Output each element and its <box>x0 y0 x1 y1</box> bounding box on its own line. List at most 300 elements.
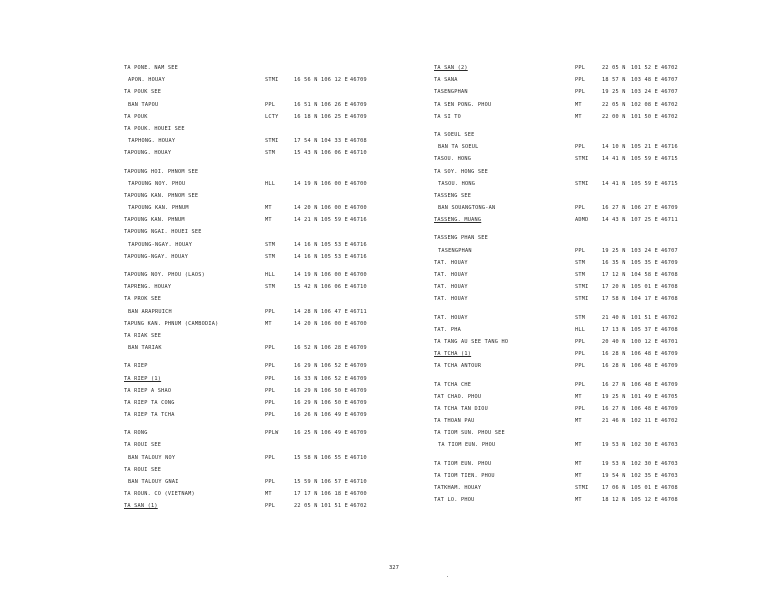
entry-ref: 46703 <box>661 442 678 449</box>
gazetteer-entry <box>434 415 696 427</box>
entry-lon: 105 59 E <box>321 217 348 224</box>
entry-ref: 46709 <box>350 113 367 120</box>
entry-ref: 46710 <box>350 150 367 157</box>
gazetteer-entry <box>124 111 374 123</box>
entry-lon: 106 57 E <box>321 479 348 485</box>
entry-lat: 14 21 N <box>294 217 318 224</box>
gazetteer-entry <box>124 226 374 238</box>
page-number: 327 <box>389 565 399 571</box>
entry-name: TA SI TO <box>434 113 461 120</box>
gazetteer-entry <box>124 409 374 421</box>
entry-code: STMI <box>265 138 279 145</box>
entry-lat: 14 41 N <box>602 180 626 187</box>
entry-code: PPL <box>575 381 586 388</box>
gazetteer-entry <box>124 500 374 512</box>
entry-code: PPL <box>265 345 276 352</box>
entry-lon: 106 52 E <box>321 375 348 382</box>
gazetteer-entry <box>124 342 374 354</box>
entry-lat: 21 46 N <box>602 418 626 425</box>
gazetteer-entry <box>434 379 696 391</box>
entry-name: TAPOUNG HOI. PHNOM SEE <box>124 168 199 175</box>
entry-lon: 106 12 E <box>321 77 348 84</box>
entry-ref: 46709 <box>661 205 678 212</box>
entry-lat: 16 56 N <box>294 77 318 84</box>
entry-name: TA TCHA CHE <box>434 381 472 388</box>
gazetteer-entry <box>124 318 374 330</box>
entry-lat: 17 13 N <box>602 326 626 333</box>
entry-code: MT <box>575 393 582 400</box>
entry-code: STM <box>575 259 586 266</box>
entry-code: PPL <box>265 503 276 510</box>
entry-code: MT <box>265 217 272 224</box>
gazetteer-entry <box>434 427 696 439</box>
entry-name: TA SEN PONG. PHOU <box>434 101 492 108</box>
entry-name: TAPOUNG-NGAY. HOUAY <box>124 253 189 260</box>
entry-lon: 102 30 E <box>631 442 658 449</box>
entry-ref: 46710 <box>350 454 367 461</box>
entry-name: BAN TARIAK <box>128 345 162 352</box>
entry-code: PPL <box>575 363 586 370</box>
entry-ref: 46702 <box>661 101 678 108</box>
entry-lat: 14 20 N <box>294 320 318 327</box>
entry-lat: 19 53 N <box>602 460 626 467</box>
entry-ref: 46716 <box>350 217 367 224</box>
entry-name: TA SOY. HONG SEE <box>434 168 488 175</box>
entry-lat: 16 28 N <box>602 363 626 370</box>
entry-ref: 46711 <box>661 217 678 224</box>
entry-name: TA ROUN. CO (VIETNAM) <box>124 491 195 498</box>
gazetteer-entry <box>124 464 374 476</box>
entry-name: TAPOUNG NGAI. HOUEI SEE <box>124 229 202 236</box>
entry-lon: 105 01 E <box>631 284 658 291</box>
entry-lat: 19 54 N <box>602 472 626 479</box>
entry-lat: 14 10 N <box>602 144 626 151</box>
gazetteer-entry <box>124 251 374 263</box>
entry-lon: 105 35 E <box>631 259 658 266</box>
gazetteer-entry <box>434 293 696 305</box>
entry-lat: 17 06 N <box>602 485 626 491</box>
entry-lon: 102 35 E <box>631 472 658 479</box>
entry-name: TAT. PHA <box>434 326 461 333</box>
entry-name: TAT. HOUAY <box>434 284 468 291</box>
entry-lat: 16 28 N <box>602 351 626 358</box>
entry-code: PPL <box>575 205 586 212</box>
entry-ref: 46716 <box>350 253 367 260</box>
entry-ref: 46702 <box>661 418 678 425</box>
entry-code: PPL <box>265 454 276 461</box>
entry-name: TA TIOM EUN. PHOU <box>438 442 496 449</box>
entry-name: TASENGPHAN <box>434 89 468 96</box>
entry-code: PPL <box>265 387 276 394</box>
entry-code: STMI <box>575 485 589 491</box>
entry-name: BAN TALOUY GNAI <box>128 479 179 485</box>
entry-ref: 46709 <box>350 399 367 406</box>
entry-lon: 105 53 E <box>321 241 348 248</box>
gazetteer-entry <box>434 360 696 372</box>
gazetteer-entry <box>434 494 696 506</box>
entry-code: PPL <box>575 77 586 84</box>
entry-ref: 46707 <box>661 247 678 254</box>
entry-lat: 16 29 N <box>294 363 318 370</box>
entry-ref: 46701 <box>661 338 678 345</box>
entry-code: MT <box>265 491 272 498</box>
gazetteer-entry <box>434 166 696 178</box>
entry-name: BAN TALOUY NOY <box>128 454 176 461</box>
entry-lon: 106 52 E <box>321 363 348 370</box>
entry-ref: 46700 <box>350 205 367 212</box>
entry-code: STMI <box>575 284 589 291</box>
entry-lat: 16 25 N <box>294 430 318 437</box>
entry-lon: 107 25 E <box>631 217 658 224</box>
entry-lon: 100 12 E <box>631 338 658 345</box>
entry-name: TA RIEP TA TCHA <box>124 412 175 419</box>
entry-name: TASOU. HONG <box>438 180 476 187</box>
entry-code: MT <box>265 205 272 212</box>
entry-lat: 22 05 N <box>294 503 318 510</box>
entry-ref: 46709 <box>350 375 367 382</box>
gazetteer-entry <box>124 99 374 111</box>
right-column <box>434 62 696 506</box>
entry-lat: 15 43 N <box>294 150 318 157</box>
entry-name: TA ROUI SEE <box>124 466 162 473</box>
entry-lon: 106 48 E <box>631 363 658 370</box>
entry-lon: 101 51 E <box>321 503 348 510</box>
entry-code: MT <box>575 101 582 108</box>
entry-lat: 15 58 N <box>294 454 318 461</box>
entry-lon: 106 06 E <box>321 150 348 157</box>
gazetteer-entry <box>434 324 696 336</box>
entry-code: PPL <box>575 89 586 96</box>
entry-name: TA RIEP (1) <box>124 375 162 382</box>
entry-lon: 101 49 E <box>631 393 658 400</box>
gazetteer-entry <box>434 129 696 141</box>
entry-name: TA RIAK SEE <box>124 332 162 339</box>
entry-lat: 14 16 N <box>294 253 318 260</box>
gazetteer-entry <box>434 190 696 202</box>
entry-name: TAPOUNG KAN. PHNUM <box>128 205 189 212</box>
entry-ref: 46708 <box>350 138 367 145</box>
gazetteer-entry <box>124 385 374 397</box>
gazetteer-entry <box>434 458 696 470</box>
gazetteer-entry <box>124 214 374 226</box>
gazetteer-entry <box>434 74 696 86</box>
entry-lat: 19 25 N <box>602 247 626 254</box>
entry-code: PPL <box>575 65 586 71</box>
entry-ref: 46702 <box>661 314 678 321</box>
gazetteer-entry <box>124 269 374 281</box>
entry-lat: 21 40 N <box>602 314 626 321</box>
gazetteer-entry <box>124 360 374 372</box>
entry-name: TA TIOM SUN. PHOU SEE <box>434 430 505 437</box>
entry-lon: 106 48 E <box>631 381 658 388</box>
entry-name: TAT LO. PHOU <box>434 497 475 504</box>
entry-lon: 106 49 E <box>321 430 348 437</box>
entry-code: PPL <box>575 247 586 254</box>
entry-lon: 106 28 E <box>321 345 348 352</box>
entry-name: TAT. HOUAY <box>434 259 468 266</box>
entry-code: MT <box>575 472 582 479</box>
entry-lat: 16 18 N <box>294 113 318 120</box>
entry-lon: 106 49 E <box>321 412 348 419</box>
entry-lat: 14 16 N <box>294 241 318 248</box>
entry-name: TA POUK. HOUEI SEE <box>124 125 185 132</box>
entry-name: TASSENG PHAN SEE <box>434 235 488 242</box>
entry-lat: 17 20 N <box>602 284 626 291</box>
entry-lon: 106 18 E <box>321 491 348 498</box>
gazetteer-entry <box>124 281 374 293</box>
entry-lon: 106 47 E <box>321 308 348 315</box>
gazetteer-entry <box>124 306 374 318</box>
entry-name: TA POUK <box>124 113 148 120</box>
entry-code: STM <box>265 253 276 260</box>
gazetteer-entry <box>434 336 696 348</box>
entry-lat: 16 51 N <box>294 101 318 108</box>
entry-name: BAN SOUANGTONG-AN <box>438 205 496 212</box>
entry-code: ADMD <box>575 217 589 224</box>
entry-ref: 46709 <box>661 363 678 370</box>
entry-ref: 46708 <box>661 284 678 291</box>
entry-ref: 46700 <box>350 320 367 327</box>
gazetteer-entry <box>124 74 374 86</box>
entry-lon: 101 52 E <box>631 65 658 71</box>
entry-lon: 106 00 E <box>321 205 348 212</box>
entry-name: TA ROUI SEE <box>124 442 162 449</box>
gazetteer-entry <box>434 470 696 482</box>
entry-code: PPL <box>265 399 276 406</box>
entry-ref: 46707 <box>661 77 678 84</box>
entry-ref: 46716 <box>661 144 678 151</box>
entry-name: BAN TA SOEUL <box>438 144 479 151</box>
entry-lat: 16 26 N <box>294 412 318 419</box>
gazetteer-entry <box>434 348 696 360</box>
entry-lon: 105 01 E <box>631 485 658 491</box>
entry-lon: 105 37 E <box>631 326 658 333</box>
gazetteer-entry <box>434 178 696 190</box>
entry-ref: 46708 <box>661 485 678 491</box>
entry-ref: 46709 <box>350 387 367 394</box>
entry-lon: 102 30 E <box>631 460 658 467</box>
entry-lat: 14 20 N <box>294 205 318 212</box>
entry-ref: 46702 <box>661 113 678 120</box>
entry-code: MT <box>575 418 582 425</box>
entry-code: PPL <box>575 405 586 412</box>
entry-code: PPL <box>265 101 276 108</box>
entry-code: STM <box>575 314 586 321</box>
entry-ref: 46708 <box>661 326 678 333</box>
entry-name: TA TCHA (1) <box>434 351 472 358</box>
entry-name: TA RIEP A SHAO <box>124 387 172 394</box>
entry-code: STM <box>575 272 586 278</box>
entry-name: TAPOUNG. HOUAY <box>124 150 172 157</box>
gazetteer-entry <box>434 232 696 244</box>
entry-code: LCTY <box>265 113 279 120</box>
entry-ref: 46709 <box>350 430 367 437</box>
entry-lon: 106 26 E <box>321 101 348 108</box>
gazetteer-entry <box>434 245 696 257</box>
entry-lat: 15 42 N <box>294 284 318 291</box>
entry-name: TA TIOM TIEN. PHOU <box>434 472 495 479</box>
gazetteer-entry <box>434 269 696 281</box>
entry-name: TA RIEP <box>124 363 148 370</box>
entry-name: TAPOUNG KAN. PHNOM SEE <box>124 192 199 199</box>
gazetteer-entry <box>434 281 696 293</box>
entry-ref: 46709 <box>661 405 678 412</box>
entry-ref: 46710 <box>350 479 367 485</box>
entry-code: PPL <box>575 338 586 345</box>
gazetteer-entry <box>124 373 374 385</box>
entry-lat: 22 05 N <box>602 101 626 108</box>
entry-lon: 105 59 E <box>631 180 658 187</box>
entry-name: TA TCHA TAN DIOU <box>434 405 488 412</box>
entry-ref: 46703 <box>661 460 678 467</box>
entry-lon: 105 12 E <box>631 497 658 504</box>
entry-ref: 46709 <box>350 345 367 352</box>
entry-lon: 106 00 E <box>321 272 348 278</box>
entry-name: TA THOAN PAU <box>434 418 475 425</box>
entry-lat: 15 59 N <box>294 479 318 485</box>
entry-ref: 46708 <box>661 272 678 278</box>
entry-lon: 104 33 E <box>321 138 348 145</box>
gazetteer-entry <box>124 147 374 159</box>
gazetteer-entry <box>124 427 374 439</box>
entry-ref: 46709 <box>661 381 678 388</box>
gazetteer-entry <box>434 202 696 214</box>
entry-lat: 16 29 N <box>294 399 318 406</box>
entry-lon: 106 27 E <box>631 205 658 212</box>
entry-lon: 106 50 E <box>321 387 348 394</box>
entry-code: PPL <box>265 363 276 370</box>
entry-ref: 46700 <box>350 491 367 498</box>
entry-code: MT <box>575 497 582 504</box>
entry-code: PPLW <box>265 430 279 437</box>
gazetteer-entry <box>124 293 374 305</box>
gazetteer-entry <box>434 403 696 415</box>
entry-code: MT <box>575 113 582 120</box>
gazetteer-entry <box>434 62 696 74</box>
gazetteer-entry <box>434 153 696 165</box>
gazetteer-entry <box>434 141 696 153</box>
entry-code: MT <box>265 320 272 327</box>
entry-lon: 104 17 E <box>631 296 658 303</box>
entry-ref: 46709 <box>350 363 367 370</box>
entry-code: HLL <box>265 180 276 187</box>
gazetteer-entry <box>124 439 374 451</box>
entry-ref: 46707 <box>661 89 678 96</box>
entry-name: TAT CHAO. PHOU <box>434 393 482 400</box>
gazetteer-entry <box>434 391 696 403</box>
entry-lat: 16 29 N <box>294 387 318 394</box>
entry-name: TA PROK SEE <box>124 296 162 303</box>
entry-ref: 46709 <box>350 101 367 108</box>
entry-name: TA RONG <box>124 430 148 437</box>
entry-code: STM <box>265 150 276 157</box>
entry-name: APON. HOUAY <box>128 77 166 84</box>
entry-code: STM <box>265 241 276 248</box>
entry-name: TA SAN (1) <box>124 503 158 510</box>
gazetteer-entry <box>124 476 374 488</box>
gazetteer-entry <box>434 482 696 494</box>
entry-lat: 17 58 N <box>602 296 626 303</box>
entry-name: TA SANA <box>434 77 458 84</box>
entry-name: TASSENG SEE <box>434 192 472 199</box>
entry-name: TA PONE. NAM SEE <box>124 65 178 71</box>
entry-ref: 46711 <box>350 308 367 315</box>
entry-name: TAPUNG KAN. PHNUM (CAMBODIA) <box>124 320 219 327</box>
gazetteer-entry <box>124 123 374 135</box>
gazetteer-entry <box>124 330 374 342</box>
left-column <box>124 62 374 513</box>
entry-ref: 46709 <box>350 412 367 419</box>
entry-lon: 105 53 E <box>321 253 348 260</box>
entry-lat: 14 28 N <box>294 308 318 315</box>
entry-ref: 46716 <box>350 241 367 248</box>
entry-lat: 16 52 N <box>294 345 318 352</box>
entry-lat: 16 27 N <box>602 205 626 212</box>
entry-name: TAPOUNG-NGAY. HOUAY <box>128 241 193 248</box>
entry-ref: 46700 <box>350 272 367 278</box>
gazetteer-entry <box>124 62 374 74</box>
entry-name: BAN ARAPRUICH <box>128 308 172 315</box>
entry-lat: 18 57 N <box>602 77 626 84</box>
entry-lon: 106 55 E <box>321 454 348 461</box>
entry-name: TATKHAM. HOUAY <box>434 485 482 491</box>
entry-ref: 46709 <box>661 259 678 266</box>
entry-lon: 102 11 E <box>631 418 658 425</box>
entry-lon: 106 48 E <box>631 351 658 358</box>
entry-ref: 46710 <box>350 284 367 291</box>
entry-code: MT <box>575 460 582 467</box>
entry-lat: 22 00 N <box>602 113 626 120</box>
entry-name: TA SOEUL SEE <box>434 131 475 138</box>
entry-lat: 17 12 N <box>602 272 626 278</box>
entry-lat: 18 12 N <box>602 497 626 504</box>
entry-lat: 20 40 N <box>602 338 626 345</box>
entry-code: HLL <box>265 272 276 278</box>
entry-lon: 103 24 E <box>631 89 658 96</box>
entry-ref: 46709 <box>661 351 678 358</box>
entry-lon: 105 59 E <box>631 156 658 163</box>
gazetteer-entry <box>434 86 696 98</box>
entry-lon: 106 48 E <box>631 405 658 412</box>
entry-ref: 46702 <box>350 503 367 510</box>
gazetteer-entry <box>124 178 374 190</box>
entry-lat: 17 17 N <box>294 491 318 498</box>
entry-code: PPL <box>265 308 276 315</box>
entry-lon: 106 50 E <box>321 399 348 406</box>
entry-code: HLL <box>575 326 586 333</box>
gazetteer-entry <box>434 439 696 451</box>
gazetteer-entry <box>124 488 374 500</box>
entry-lat: 16 27 N <box>602 381 626 388</box>
entry-name: TAT. HOUAY <box>434 314 468 321</box>
gazetteer-entry <box>124 166 374 178</box>
gazetteer-entry <box>434 214 696 226</box>
entry-lon: 104 58 E <box>631 272 658 278</box>
entry-lat: 22 05 N <box>602 65 626 71</box>
entry-lat: 14 19 N <box>294 272 318 278</box>
entry-code: STMI <box>575 156 589 163</box>
gazetteer-entry <box>124 190 374 202</box>
entry-code: STMI <box>265 77 279 84</box>
entry-name: TASOU. HONG <box>434 156 472 163</box>
entry-code: PPL <box>575 351 586 358</box>
entry-ref: 46703 <box>661 472 678 479</box>
entry-lon: 102 08 E <box>631 101 658 108</box>
entry-lon: 101 50 E <box>631 113 658 120</box>
entry-lat: 16 35 N <box>602 259 626 266</box>
entry-name: TA TANG AU SEE TANG HO <box>434 338 509 345</box>
gazetteer-entry <box>124 239 374 251</box>
